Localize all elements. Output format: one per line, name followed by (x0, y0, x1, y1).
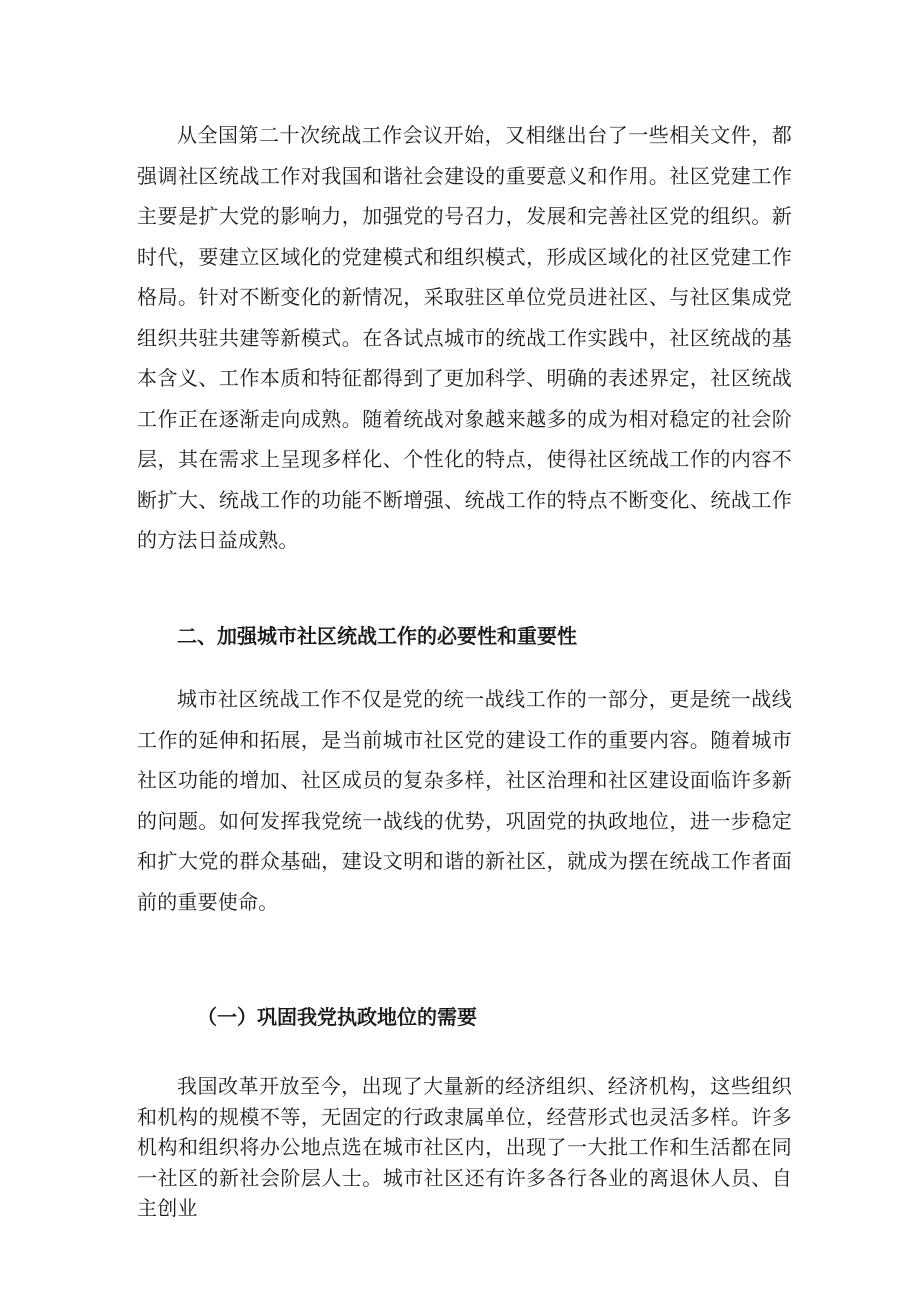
body-paragraph: 城市社区统战工作不仅是党的统一战线工作的一部分，更是统一战线工作的延伸和拓展，是当前城市社区党的建设工作的重要内容。随着城市社区功能的增加、社区成员的复杂多样，社区治理和社区建设面临许多新的问题。如何发挥我党统一战线的优势，巩固党的执政地位，进一步稳定和扩大党的群众基础，建设文明和谐的新社区，就成为摆在统战工作者面前的重要使命。 (137, 687, 792, 914)
section-heading: 二、加强城市社区统战工作的必要性和重要性 (177, 624, 577, 648)
subsection-heading: （一）巩固我党执政地位的需要 (197, 1005, 477, 1029)
body-paragraph: 从全国第二十次统战工作会议开始，又相继出台了一些相关文件，都强调社区统战工作对我国和谐社会建设的重要意义和作用。社区党建工作主要是扩大党的影响力，加强党的号召力，发展和完善社区党的组织。新时代，要建立区域化的党建模式和组织模式，形成区域化的社区党建工作格局。针对不断变化的新情况，采取驻区单位党员进社区、与社区集成党组织共驻共建等新模式。在各试点城市的统战工作实践中，社区统战的基本含义、工作本质和特征都得到了更加科学、明确的表述界定，社区统战工作正在逐渐走向成熟。随着统战对象越来越多的成为相对稳定的社会阶层，其在需求上呈现多样化、个性化的特点，使得社区统战工作的内容不断扩大、统战工作的功能不断增强、统战工作的特点不断变化、统战工作的方法日益成熟。 (137, 123, 792, 552)
body-paragraph: 我国改革开放至今，出现了大量新的经济组织、经济机构，这些组织和机构的规模不等，无固定的行政隶属单位，经营形式也灵活多样。许多机构和组织将办公地点选在城市社区内，出现了一大批工作和生活都在同一社区的新社会阶层人士。城市社区还有许多各行各业的离退休人员、自主创业 (137, 1074, 792, 1220)
